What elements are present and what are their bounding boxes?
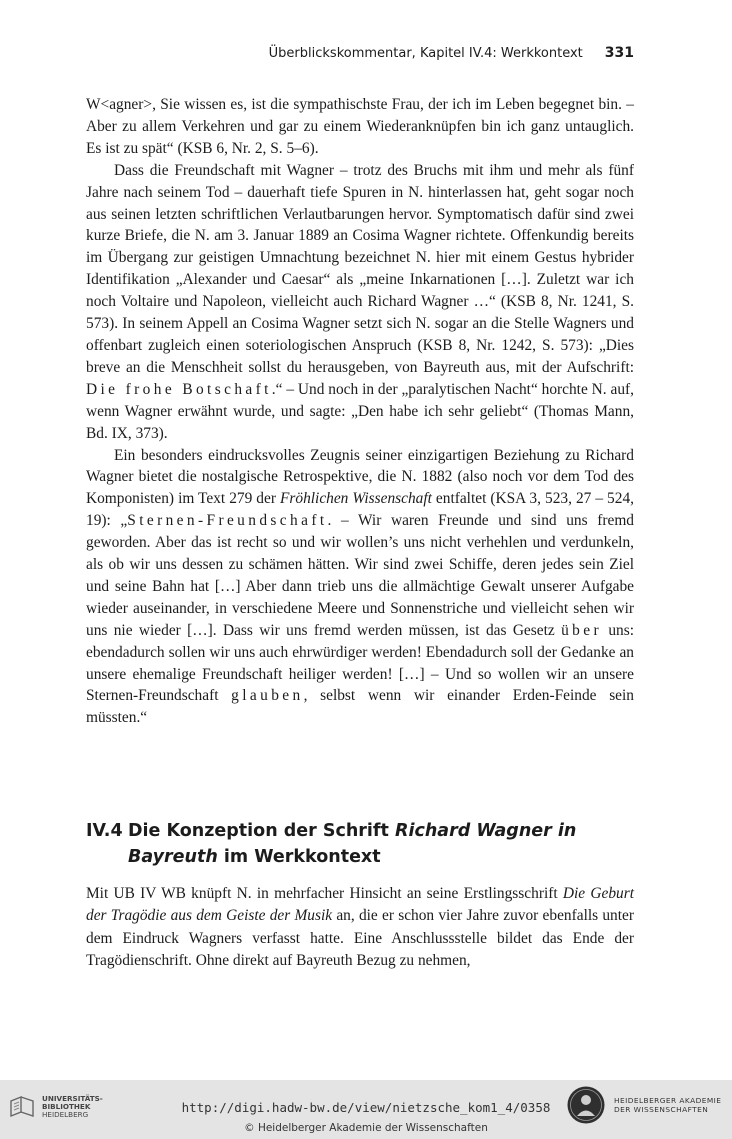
paragraph-2 [86,160,634,445]
section-paragraph [86,883,634,972]
text-run: .“ – Und noch in der „paralytischen Nacht“ horchte N. auf, wenn Wagner erwähnt wurde, und sagte: „Den habe ich sehr geliebt“ (Thomas Mann, Bd. IX, 373). [86,380,634,442]
text-run: , selbst wenn wir einander Erden-Feinde sein müssten.“ [86,687,634,727]
italic-text-run: Fröhlichen Wissenschaft [279,490,432,508]
section-title [128,818,646,870]
academy-seal-icon [566,1085,606,1125]
text-run: . – Wir waren Freunde und sind uns fremd geworden. Aber das ist recht so und wir wollen’s uns nicht verhehlen und verdunkeln, als ob wir uns dessen zu schämen hätten. Wir sind zwei Schiffe, deren jedes sein Ziel und seine Bahn hat […] Aber dann trieb uns die allmächtige Gewalt unserer Aufgabe wieder auseinander, in verschiedene Meere und Sonnenstriche und vielleicht sehen wir uns nie wieder […]. Dass wir uns fremd werden müssen, ist das Gesetz [86,512,634,639]
text-run: Ein besonders eindrucksvolles Zeugnis seiner einzigartigen Beziehung zu Richard Wagner bietet die nostalgische Retrospektive, die N. 1882 (also noch vor dem Tod des Komponisten) im Text 279 der [86,446,634,508]
footer-bar [0,1080,732,1139]
text-run: Die Konzeption der Schrift [128,821,395,841]
spaced-text-run: Die frohe Botschaft [86,380,272,398]
hadw-logo[interactable] [566,1085,721,1125]
text-run: W<agner>, Sie wissen es, ist die sympathischste Frau, der ich im Leben begegnet bin. – Aber zu allem Verkehren und gar zu einem Wiederanknüpfen bin ich ganz untauglich. Es ist zu spät“ (KSB 6, Nr. 2, S. 5–6). [86,96,634,157]
italic-text-run: Richard Wagner in Bayreuth [128,821,577,867]
hadw-logo-text [614,1096,721,1115]
running-head-title: Überblickskommentar, Kapitel IV.4: Werkkontext [268,45,583,61]
copyright-notice: © Heidelberger Akademie der Wissenschaften [244,1122,488,1134]
hadw-line-2: DER WISSENSCHAFTEN [614,1105,709,1114]
section-body [86,883,634,972]
text-run: im Werkkontext [217,847,381,867]
text-run: uns: ebendadurch sollen wir uns auch ehrwürdiger werden! Ebendadurch soll der Gedanke an unsere ehemalige Freundschaft heiliger werden! […] – Und so wollen wir an unsere Sternen-Freundschaft [86,621,634,705]
page-number: 331 [604,45,634,61]
section-number: IV.4 [86,821,123,841]
spaced-text-run: glauben [231,687,304,705]
spaced-text-run: Sternen-Freundschaft [127,512,328,530]
text-run: entfaltet (KSA 3, 523, 27 – 524, 19): „ [86,490,634,530]
ub-line-3: HEIDELBERG [42,1110,89,1119]
paragraph-3 [86,445,634,730]
section-heading [86,818,646,870]
running-head [86,42,634,64]
body-text [86,94,634,729]
paragraph-1 [86,94,634,160]
italic-text-run: Die Geburt der Tragödie aus dem Geiste der Musik [86,885,635,925]
ub-line-1: UNIVERSITÄTS- [42,1094,103,1103]
hadw-line-1: HEIDELBERGER AKADEMIE [614,1095,722,1105]
spaced-text-run: über [561,621,602,639]
permalink-url[interactable]: http://digi.hadw-bw.de/view/nietzsche_kom1_4/0358 [181,1100,551,1115]
text-run: Mit UB IV WB knüpft N. in mehrfacher Hinsicht an seine Erstlingsschrift [86,885,563,902]
text-run: Dass die Freundschaft mit Wagner – trotz des Bruchs mit ihm und mehr als fünf Jahre nach seinem Tod – dauerhaft tiefe Spuren in N. hinterlassen hat, geht sogar noch aus seinen letzten schriftlichen Verlautbarungen hervor. Symptomatisch dafür sind zwei kurze Briefe, die N. am 3. Januar 1889 an Cosima Wagner richtete. Offenkundig bereits im Übergang zur geistigen Umnachtung bezeichnet N. hier mit einem Gestus hybrider Identifikation „Alexander und Caesar“ als „meine Inkarnationen […]. Zuletzt war ich noch Voltaire und Napoleon, vielleicht auch Richard Wagner …“ (KSB 8, Nr. 1241, S. 573). In seinem Appell an Cosima Wagner setzt sich N. sogar an die Stelle Wagners und offenbart zugleich einen soteriologischen Anspruch (KSB 8, Nr. 1242, S. 573): „Dies breve an die Menschheit sollst du herausgeben, von Bayreuth aus, mit der Aufschrift: [86,161,634,376]
ub-line-2: BIBLIOTHEK [42,1102,91,1111]
text-run: an, die er schon vier Jahre zuvor ebenfalls unter dem Eindruck Wagners verfasst hatte. Eine Anschlussstelle bildet das Ende der Tragödienschrift. Ohne direkt auf Bayreuth Bezug zu nehmen, [86,907,634,969]
